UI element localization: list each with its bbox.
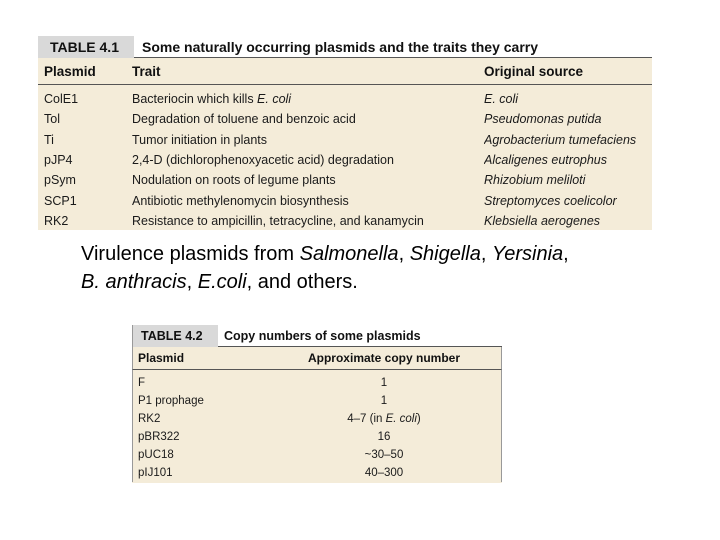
column-headers bbox=[132, 347, 502, 370]
plasmid-cell: pJP4 bbox=[44, 153, 73, 168]
copy-number-cell bbox=[272, 413, 496, 425]
plasmid-cell: pBR322 bbox=[138, 431, 180, 443]
table-number: TABLE 4.1 bbox=[38, 36, 134, 58]
source-cell: Alcaligenes eutrophus bbox=[484, 153, 607, 168]
table-row bbox=[38, 211, 652, 231]
caption-organism: B. anthracis bbox=[81, 271, 187, 293]
source-cell: E. coli bbox=[484, 92, 519, 107]
plasmid-cell: RK2 bbox=[44, 213, 69, 228]
source-cell: Rhizobium meliloti bbox=[484, 173, 586, 188]
table-row bbox=[133, 374, 501, 392]
plasmid-cell: F bbox=[138, 377, 146, 389]
table-row bbox=[38, 89, 652, 109]
table-body bbox=[132, 370, 502, 482]
copy-number-text: 16 bbox=[377, 431, 391, 443]
source-cell: Agrobacterium tumefaciens bbox=[484, 132, 637, 147]
plasmid-cell: pIJ101 bbox=[138, 467, 173, 479]
plasmid-cell: Tol bbox=[44, 112, 60, 127]
plasmid-cell: pUC18 bbox=[138, 449, 174, 461]
copy-number-text: ~30–50 bbox=[364, 449, 404, 461]
caption-text: Virulence plasmids from bbox=[81, 243, 300, 265]
copy-number-text: ) bbox=[416, 413, 421, 425]
table-row bbox=[38, 130, 652, 150]
table-row bbox=[133, 410, 501, 428]
caption-text: , and others. bbox=[246, 271, 358, 293]
plasmid-cell: ColE1 bbox=[44, 92, 79, 107]
table-row bbox=[38, 170, 652, 190]
caption-text: , bbox=[186, 271, 198, 293]
source-cell: Streptomyces coelicolor bbox=[484, 193, 617, 208]
caption-text: , bbox=[563, 243, 569, 265]
column-headers bbox=[38, 58, 652, 85]
copy-number-text: 1 bbox=[380, 377, 388, 389]
trait-text: Resistance to ampicillin, tetracycline, and kanamycin bbox=[132, 213, 424, 228]
table-4-1 bbox=[38, 36, 652, 230]
copy-number-cell bbox=[272, 431, 496, 443]
table-4-2 bbox=[132, 325, 502, 483]
column-header-plasmid: Plasmid bbox=[44, 63, 96, 79]
trait-cell bbox=[132, 133, 484, 147]
trait-cell bbox=[132, 173, 484, 187]
table-row bbox=[38, 150, 652, 170]
copy-number-text: 4–7 (in bbox=[347, 413, 386, 425]
trait-text: 2,4-D (dichlorophenoxyacetic acid) degradation bbox=[132, 153, 394, 168]
trait-cell bbox=[132, 153, 484, 167]
table-row bbox=[133, 428, 501, 446]
trait-text: Bacteriocin which kills bbox=[132, 92, 258, 107]
table-row bbox=[133, 392, 501, 410]
trait-organism: E. coli bbox=[257, 92, 292, 107]
table-row bbox=[38, 190, 652, 210]
plasmid-cell: pSym bbox=[44, 173, 76, 188]
trait-cell bbox=[132, 92, 484, 106]
trait-cell bbox=[132, 194, 484, 208]
table-header-bar bbox=[132, 325, 502, 347]
source-cell: Pseudomonas putida bbox=[484, 112, 602, 127]
trait-text: Antibiotic methylenomycin biosynthesis bbox=[132, 193, 349, 208]
table-row bbox=[133, 446, 501, 464]
caption-organism: Salmonella bbox=[299, 243, 399, 265]
table-number: TABLE 4.2 bbox=[132, 325, 218, 347]
source-cell: Klebsiella aerogenes bbox=[484, 213, 601, 228]
caption-text: , bbox=[398, 243, 410, 265]
copy-number-cell bbox=[272, 467, 496, 479]
copy-number-cell bbox=[272, 395, 496, 407]
table-row bbox=[38, 109, 652, 129]
copy-number-text: 1 bbox=[380, 395, 388, 407]
table-title: Copy numbers of some plasmids bbox=[218, 325, 502, 347]
column-header-trait: Trait bbox=[132, 63, 161, 79]
plasmid-cell: RK2 bbox=[138, 413, 161, 425]
plasmid-cell: P1 prophage bbox=[138, 395, 204, 407]
trait-text: Tumor initiation in plants bbox=[132, 132, 268, 147]
column-header-source: Original source bbox=[484, 63, 584, 79]
caption-organism: Yersinia bbox=[491, 243, 564, 265]
column-header-plasmid: Plasmid bbox=[138, 351, 185, 365]
copy-number-cell bbox=[272, 449, 496, 461]
caption-organism: Shigella bbox=[409, 243, 481, 265]
table-title: Some naturally occurring plasmids and the traits they carry bbox=[134, 36, 652, 58]
caption-text: , bbox=[480, 243, 492, 265]
trait-cell bbox=[132, 112, 484, 126]
copy-number-cell bbox=[272, 377, 496, 389]
copy-number-organism: E. coli bbox=[385, 413, 417, 425]
column-header-copy-number: Approximate copy number bbox=[307, 351, 461, 365]
caption-organism: E.coli bbox=[197, 271, 247, 293]
trait-text: Degradation of toluene and benzoic acid bbox=[132, 112, 356, 127]
plasmid-cell: SCP1 bbox=[44, 193, 77, 208]
trait-text: Nodulation on roots of legume plants bbox=[132, 173, 336, 188]
table-header-bar bbox=[38, 36, 652, 58]
table-body bbox=[38, 85, 652, 231]
trait-cell bbox=[132, 214, 484, 228]
table-row bbox=[133, 464, 501, 482]
copy-number-text: 40–300 bbox=[364, 467, 404, 479]
virulence-plasmids-caption bbox=[81, 240, 691, 296]
plasmid-cell: Ti bbox=[44, 132, 54, 147]
